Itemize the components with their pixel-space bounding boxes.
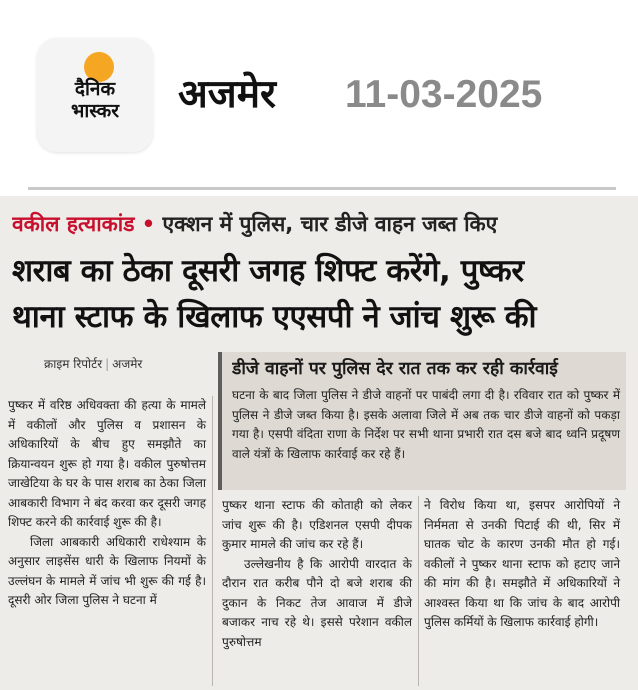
column-rule-1 xyxy=(212,396,213,686)
sidebar-box xyxy=(218,352,626,490)
article-column-2 xyxy=(222,496,412,652)
byline-city: अजमेर xyxy=(112,357,143,371)
column-1-paragraph-1: पुष्कर में वरिष्ठ अधिवक्ता की हत्या के मामले में वकीलों और पुलिस व प्रशासन के अधिकारियों के बीच हुए समझौते का क्रियान्वयन शुरू हो गया है। वकील पुरुषोत्तम जाखेटिया के घर के पास शराब का ठेका जिला आबकारी विभाग ने बंद करवा कर दूसरी जगह शिफ्ट करने की कार्रवाई शुरू की है। xyxy=(8,398,206,529)
article-byline xyxy=(44,355,142,372)
logo-text-line1: दैनिक xyxy=(74,78,116,100)
byline-org: क्राइम रिपोर्टर xyxy=(44,357,103,371)
column-2-paragraph-1: पुष्कर थाना स्टाफ की कोताही को लेकर जांच शुरू की है। एडिशनल एसपी दीपक कुमार मामले की जांच कर रहे हैं। xyxy=(222,498,412,551)
column-3-paragraph-1: ने विरोध किया था, इसपर आरोपियों ने निर्ममता से उनकी पिटाई की थी, सिर में घातक चोट के कारण उनकी मौत हो गई। वकीलों ने पुष्कर थाना स्टाफ को हटाए जाने की मांग की है। समझौते में अधिकारियों ने आश्वस्त किया था कि जांच के बाद आरोपी पुलिस कर्मियों के खिलाफ कार्रवाई होगी। xyxy=(424,498,620,629)
column-rule-2 xyxy=(418,496,419,686)
column-1-paragraph-2: जिला आबकारी अधिकारी राधेश्याम के अनुसार लाइसेंस धारी के खिलाफ नियमों के उल्लंघन के मामले में जांच भी शुरू की गई है। दूसरी ओर जिला पुलिस ने घटना में xyxy=(8,534,206,607)
kicker-topic: वकील हत्याकांड xyxy=(12,212,135,236)
page-header xyxy=(0,0,638,180)
article-column-3 xyxy=(424,496,620,633)
dainik-bhaskar-logo xyxy=(37,38,153,152)
headline-line-2: थाना स्टाफ के खिलाफ एएसपी ने जांच शुरू की xyxy=(12,299,537,335)
byline-separator: | xyxy=(105,357,110,371)
column-2-paragraph-2: उल्लेखनीय है कि आरोपी वारदात के दौरान रात करीब पौने दो बजे शराब की दुकान के निकट तेज आवाज में डीजे बजाकर नाच रहे थे। इससे परेशान वकील पुरुषोत्तम xyxy=(222,556,412,649)
news-clipping xyxy=(0,196,638,690)
box-body: घटना के बाद जिला पुलिस ने डीजे वाहनों पर पाबंदी लगा दी है। रविवार रात को पुष्कर में पुलिस ने डीजे जब्त किया है। इसके अलावा जिले में अब तक चार डीजे वाहनों को पकड़ा गया है। एसपी वंदिता राणा के निर्देश पर सभी थाना प्रभारी रात दस बजे बाद ध्वनि प्रदूषण वाले यंत्रों के खिलाफ कार्रवाई कर रहे हैं। xyxy=(232,388,620,461)
article-kicker xyxy=(12,210,632,238)
article-headline xyxy=(12,248,632,340)
edition-date: 11-03-2025 xyxy=(345,73,543,116)
header-divider xyxy=(28,187,616,190)
headline-line-1: शराब का ठेका दूसरी जगह शिफ्ट करेंगे, पुष्कर xyxy=(12,253,524,289)
box-heading: डीजे वाहनों पर पुलिस देर रात तक कर रही कार्रवाई xyxy=(232,359,558,379)
kicker-subtitle: एक्शन में पुलिस, चार डीजे वाहन जब्त किए xyxy=(162,212,498,236)
kicker-bullet: • xyxy=(141,212,156,236)
logo-text-line2: भास्कर xyxy=(70,100,120,122)
edition-city: अजमेर xyxy=(178,72,277,117)
article-column-1 xyxy=(8,396,206,611)
